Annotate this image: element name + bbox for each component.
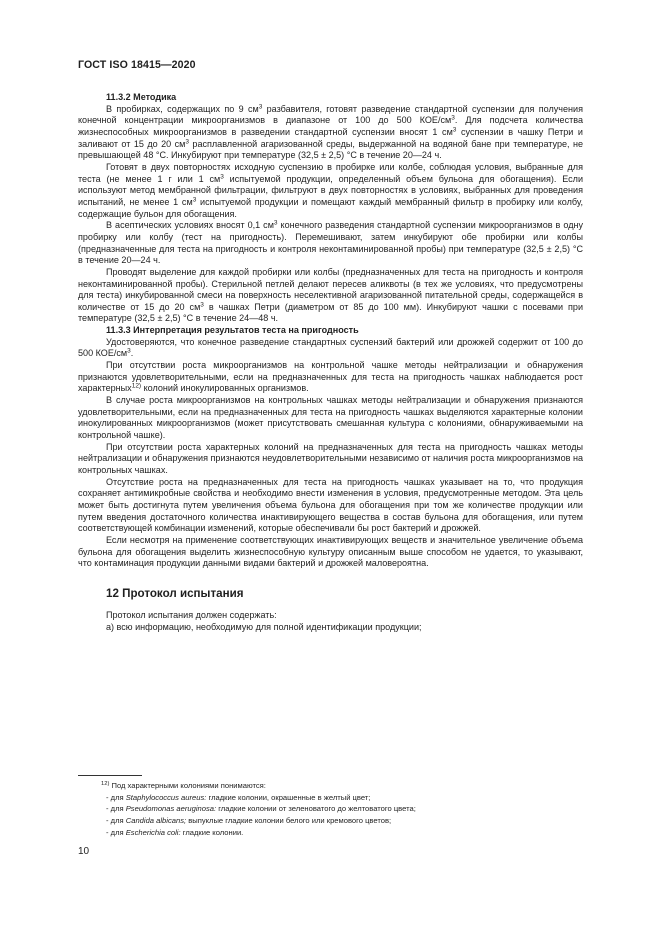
paragraph: При отсутствии роста характерных колоний на предназначенных для теста на пригодность чашках методы нейтрализации и обнаружения признаются неудовлетворительными независимо от наличия роста микроорганизмов на контрольных чашках. <box>78 441 584 475</box>
footnotes <box>78 780 578 839</box>
footnote-item: - для Escherichia coli: гладкие колонии. <box>106 827 244 837</box>
page-number: 10 <box>78 846 90 857</box>
section-heading-11-3-3: 11.3.3 Интерпретация результатов теста на пригодность <box>106 325 359 336</box>
paragraph: Проводят выделение для каждой пробирки или колбы (предназначенных для теста на пригодность и контроля неконтаминированной пробы). Стерильной петлей делают пересев аликвоты (в тех же условиях, что предусмотрены для теста) инкубированной смеси на поверхность неселективной агаризованной питательной среды, содержащейся в количестве от 15 до 20 $см^3$ в чашках Петри (диаметром от 85 до 100 мм). Инкубируют чашки с посевами при температуре (32,5 ± 2,5) °С в течение 24—48 ч. <box>78 266 583 324</box>
section-heading-11-3-2: 11.3.2 Методика <box>106 92 177 102</box>
paragraph: Протокол испытания должен содержать: <box>106 609 277 620</box>
list-item: а) всю информацию, необходимую для полной идентификации продукции; <box>106 621 422 632</box>
footnote-item: - для Staphylococcus aureus: гладкие колонии, окрашенные в желтый цвет; <box>106 792 371 802</box>
main-content <box>78 92 583 633</box>
paragraph: Удостоверяются, что конечное разведение стандартных суспензий бактерий или дрожжей содержит от 100 до 500 КОЕ/$см^3$. <box>78 336 583 359</box>
footnote-item: - для Candida albicans; выпуклые гладкие колонии белого или кремового цветов; <box>106 816 392 826</box>
paragraph: В случае роста микроорганизмов на контрольных чашках методы нейтрализации и обнаружения признаются удовлетворительными, если на предназначенных для теста на пригодность чашках выделяются характерные колонии инокулированных микроорганизмов (может присутствовать смешанная культура с колониями, обнаруживаемыми на контрольной чашке). <box>78 395 583 441</box>
paragraph: Отсутствие роста на предназначенных для теста на пригодность чашках указывает на то, что продукция сохраняет антимикробные свойства и необходимо внести изменения в условия, предусмотренные методом. Эта цель может быть достигнута путем увеличения объема бульона для обогащения при том же количестве продукции или путем введения достаточного количества инактивирующего вещества в состав бульона для обогащения, или путем соответствующей комбинации изменений, которые обеспечивали бы рост бактерий и дрожжей. <box>78 476 583 534</box>
paragraph: В асептических условиях вносят 0,1 $см^3$ конечного разведения стандартной суспензии микроорганизмов в одну пробирку или колбу (тест на пригодность). Перемешивают, затем инкубируют обе пробирки или колбы (предназначенные для теста на пригодность и контроля неконтаминированной пробы) при температуре (32,5 ± 2,5) °С в течение 20—24 ч. <box>78 219 583 266</box>
footnote-item: - для Pseudomonas aeruginosa: гладкие колонии от зеленоватого до желтоватого цвета; <box>106 804 416 814</box>
document-header: ГОСТ ISO 18415—2020 <box>78 59 196 71</box>
footnote-reference[interactable]: 12) <box>131 382 142 390</box>
paragraph: Готовят в двух повторностях исходную суспензию в пробирке или колбе, соблюдая условия, выбранные для теста (не менее 1 г или 1 $см^3$ испытуемой продукции, определенный объем бульона для обогащения). Если используют метод мембранной фильтрации, фильтруют в двух повторностях в условиях, выбранных для проведения испытаний, не менее 1 $см^3$ испытуемой продукции и помещают каждый мембранный фильтр в пробирку или колбу, содержащие бульон для обогащения. <box>78 161 584 219</box>
paragraph: Если несмотря на применение соответствующих инактивирующих веществ и значительное увеличение объема бульона для обогащения выделить жизнеспособную культуру описанным выше способом не удается, то указывают, что контаминация продукции данными видами бактерий и дрожжей маловероятна. <box>78 534 583 569</box>
footnote-divider <box>78 775 142 776</box>
paragraph: В пробирках, содержащих по 9 $см^3$ разбавителя, готовят разведение стандартной суспензии для получения конечной концентрации микроорганизмов в диапазоне от 100 до 500 КОЕ/$см^3$. Для подсчета количества жизнеспособных микроорганизмов в разведении стандартной суспензии вносят 1 $см^3$ суспензии в чашку Петри и заливают от 15 до 20 $см^3$ расплавленной агаризованной среды, выдержанной на водяной бане при температуре, не превышающей 48 °С. Инкубируют при температуре (32,5 ± 2,5) °С в течение 20—24 ч. <box>78 103 583 161</box>
paragraph: При отсутствии роста микроорганизмов на контрольной чашке методы нейтрализации и обнаружения признаются удовлетворительными, если на предназначенных для теста на пригодность чашках наблюдается рост характерных$^{12)}$ колоний инокулированных организмов. <box>78 360 583 394</box>
footnote-title: $^{12)}$ Под характерными колониями понимаются: <box>101 781 266 790</box>
section-heading-12: 12 Протокол испытания <box>106 586 244 600</box>
